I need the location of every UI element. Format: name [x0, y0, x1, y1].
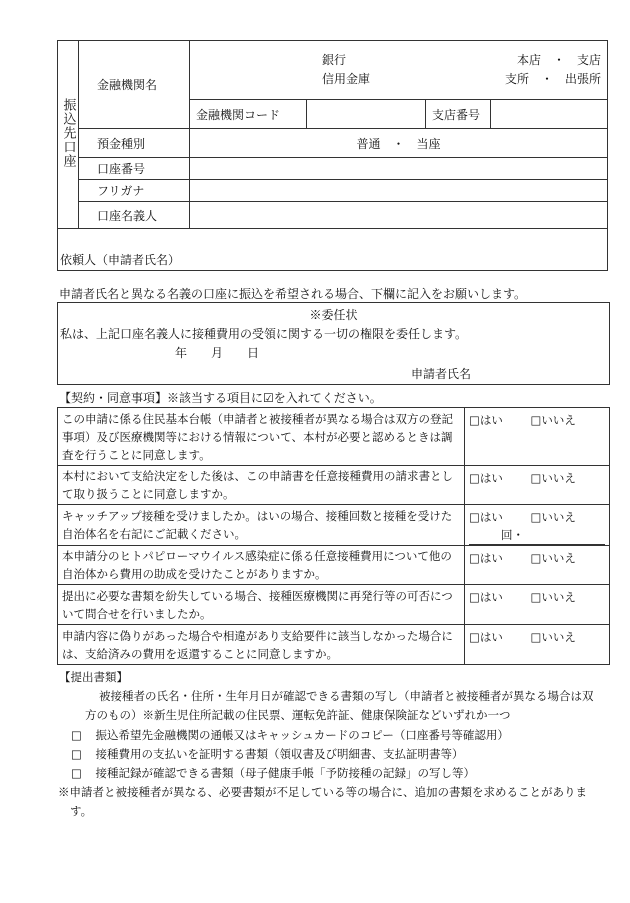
yes-checkbox[interactable]: □はい — [469, 413, 503, 427]
holder-label: 口座名義人 — [79, 202, 190, 229]
deposit-type-options[interactable]: 普通 ・ 当座 — [190, 129, 608, 158]
no-checkbox[interactable]: □いいえ — [530, 471, 576, 485]
consent-item-text: 本村において支給決定をした後は、この申請書を任意接種費用の請求書として取り扱うことに同意しますか。 — [58, 466, 465, 505]
bank-name-label: 金融機関名 — [79, 41, 190, 129]
consent-answer — [465, 408, 610, 466]
document-item: □ 接種記録が確認できる書類（母子健康手帳「予防接種の記録」の写し等） — [71, 766, 476, 780]
consent-row — [58, 625, 610, 665]
consent-row — [58, 546, 610, 585]
consent-item-text: この申請に係る住民基本台帳（申請者と被接種者が異なる場合は双方の登記事項）及び医療機関等における情報について、本村が必要と認めるときは調査を行うことに同意します。 — [58, 408, 465, 466]
consent-answer — [465, 466, 610, 505]
catchup-count-field[interactable] — [469, 526, 605, 545]
proxy-title: ※委任状 — [309, 308, 358, 322]
catchup-count-text: 回・ — [501, 528, 524, 542]
account-side-label: 振込先口座 — [60, 98, 76, 168]
documents-note: ※申請者と被接種者が異なる、必要書類が不足している等の場合に、追加の書類を求めることがあります。 — [58, 785, 587, 818]
consent-item-text: 提出に必要な書類を紛失している場合、接種医療機関に再発行等の可否について問合せを行いましたか。 — [58, 585, 465, 625]
no-checkbox[interactable]: □いいえ — [530, 590, 576, 604]
documents-section — [59, 668, 599, 821]
bank-code-field[interactable] — [307, 100, 426, 129]
documents-heading: 【提出書類】 — [59, 670, 128, 684]
consent-answer — [465, 546, 610, 585]
bank-code-label: 金融機関コード — [190, 100, 307, 129]
consent-answer — [465, 585, 610, 625]
proxy-applicant-label: 申請者氏名 — [411, 367, 472, 381]
yes-checkbox[interactable]: □はい — [469, 590, 503, 604]
document-item: □ 振込希望先金融機関の通帳又はキャッシュカードのコピー（口座番号等確認用） — [71, 728, 509, 742]
consent-item-text: 本申請分のヒトパピローマウイルス感染症に係る任意接種費用について他の自治体から費用の助成を受けたことがありますか。 — [58, 546, 465, 585]
account-no-field[interactable] — [190, 158, 608, 180]
requester-label: 依頼人（申請者氏名） — [60, 253, 181, 267]
no-checkbox[interactable]: □いいえ — [530, 551, 576, 565]
consent-table — [57, 407, 610, 665]
consent-item-text: キャッチアップ接種を受けましたか。はいの場合、接種回数と接種を受けた自治体名を右記にご記載ください。 — [58, 505, 465, 546]
consent-item-text: 申請内容に偽りがあった場合や相違があり支給要件に該当しなかった場合には、支給済みの費用を返還することに同意しますか。 — [58, 625, 465, 665]
requester-field[interactable] — [58, 229, 608, 271]
bank-type-options: 銀行 信用金庫 — [322, 53, 371, 86]
no-checkbox[interactable]: □いいえ — [530, 630, 576, 644]
consent-row — [58, 466, 610, 505]
consent-row — [58, 408, 610, 466]
no-checkbox[interactable]: □いいえ — [530, 510, 576, 524]
consent-row — [58, 585, 610, 625]
id-document-text: 被接種者の氏名・住所・生年月日が確認できる書類の写し（申請者と被接種者が異なる場合は双方のもの）※新生児住所記載の住民票、運転免許証、健康保険証などいずれか一つ — [85, 689, 594, 722]
proxy-date[interactable]: 年 月 日 — [175, 346, 260, 360]
branch-no-field[interactable] — [491, 100, 608, 129]
consent-answer — [465, 625, 610, 665]
document-item: □ 接種費用の支払いを証明する書類（領収書及び明細書、支払証明書等） — [71, 747, 464, 761]
document-checkbox[interactable]: □ — [71, 747, 82, 761]
proxy-statement: 私は、上記口座名義人に接種費用の受領に関する一切の権限を委任します。 — [60, 327, 468, 341]
document-checkbox[interactable]: □ — [71, 766, 82, 780]
bank-name-field[interactable] — [190, 41, 608, 100]
instruction-text: 申請者氏名と異なる名義の口座に振込を希望される場合、下欄に記入をお願いします。 — [59, 287, 527, 301]
account-side-label-cell — [58, 41, 79, 229]
proxy-box — [57, 302, 610, 385]
consent-answer — [465, 505, 610, 546]
document-checkbox[interactable]: □ — [71, 728, 82, 742]
yes-checkbox[interactable]: □はい — [469, 551, 503, 565]
furigana-label: フリガナ — [79, 180, 190, 202]
no-checkbox[interactable]: □いいえ — [530, 413, 576, 427]
account-no-label: 口座番号 — [79, 158, 190, 180]
branch-type-options: 本店 ・ 支店 支所 ・ 出張所 — [504, 53, 601, 86]
holder-field[interactable] — [190, 202, 608, 229]
consent-heading: 【契約・同意事項】※該当する項目に☑を入れてください。 — [59, 391, 382, 405]
furigana-field[interactable] — [190, 180, 608, 202]
yes-checkbox[interactable]: □はい — [469, 630, 503, 644]
account-table — [57, 40, 608, 271]
yes-checkbox[interactable]: □はい — [469, 510, 503, 524]
yes-checkbox[interactable]: □はい — [469, 471, 503, 485]
branch-no-label: 支店番号 — [426, 100, 491, 129]
consent-row — [58, 505, 610, 546]
deposit-type-label: 預金種別 — [79, 129, 190, 158]
